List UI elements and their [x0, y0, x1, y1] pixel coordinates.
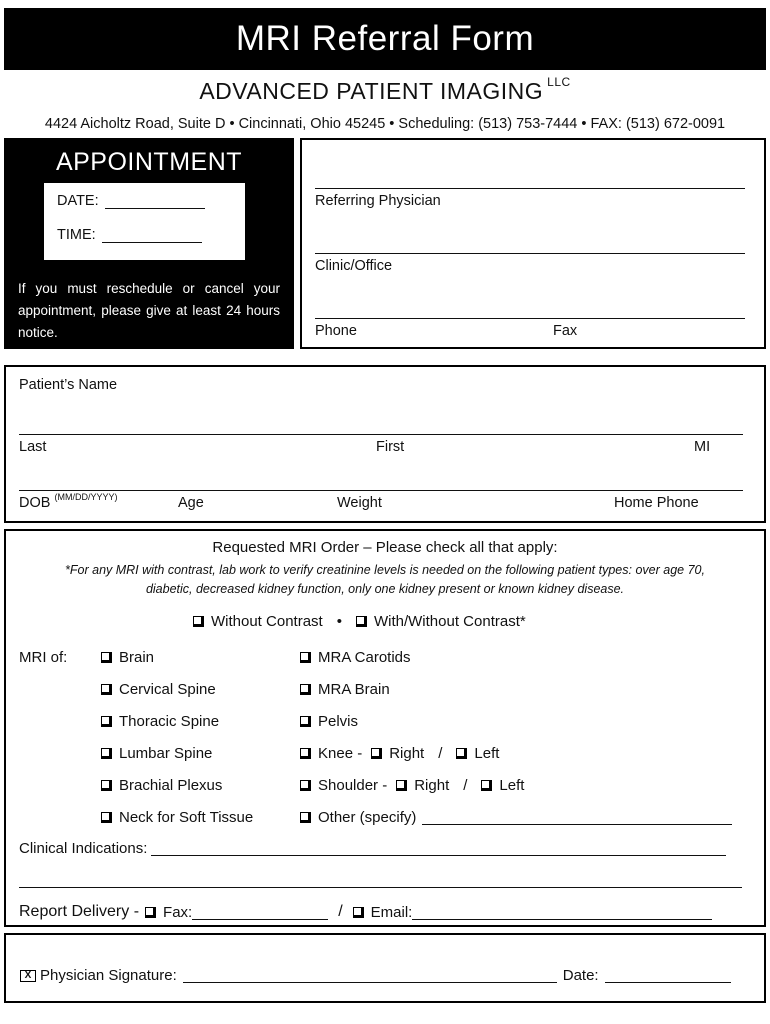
- referring-physician-field[interactable]: [315, 188, 745, 189]
- cervical-spine-label: Cervical Spine: [119, 681, 216, 698]
- knee-left-checkbox[interactable]: [456, 748, 467, 759]
- company-name: [0, 75, 770, 105]
- signature-row: [20, 967, 731, 984]
- thoracic-spine-label: Thoracic Spine: [119, 713, 220, 730]
- knee-right-label: Right: [389, 745, 425, 762]
- pelvis-checkbox[interactable]: [300, 716, 311, 727]
- contrast-note: [6, 561, 764, 599]
- patient-name-field[interactable]: [19, 434, 743, 435]
- referring-physician-label: Referring Physician: [315, 193, 441, 209]
- mra-brain-checkbox[interactable]: [300, 684, 311, 695]
- contrast-note-line-1: *For any MRI with contrast, lab work to verify creatinine levels is needed on the following patient types: over age 70,: [65, 563, 705, 577]
- company-suffix: LLC: [547, 75, 571, 90]
- mri-option-lumbar-spine[interactable]: [101, 745, 212, 762]
- report-fax-field[interactable]: [192, 905, 328, 920]
- brachial-plexus-checkbox[interactable]: [101, 780, 112, 791]
- dob-label: [19, 492, 118, 511]
- cervical-spine-checkbox[interactable]: [101, 684, 112, 695]
- signature-date-label: Date:: [562, 967, 599, 984]
- mri-option-cervical-spine[interactable]: [101, 681, 216, 698]
- clinic-office-label: Clinic/Office: [315, 258, 393, 274]
- appointment-time-row: [57, 227, 202, 243]
- mri-option-mra-carotids[interactable]: [300, 649, 411, 666]
- neck-soft-tissue-label: Neck for Soft Tissue: [119, 809, 254, 826]
- appointment-date-row: [57, 193, 205, 209]
- clinical-indications-field-2[interactable]: [19, 887, 742, 888]
- mri-option-brachial-plexus[interactable]: [101, 777, 222, 794]
- shoulder-left-checkbox[interactable]: [481, 780, 492, 791]
- report-delivery-row: [19, 903, 712, 921]
- shoulder-right-checkbox[interactable]: [396, 780, 407, 791]
- appointment-panel: [4, 138, 294, 349]
- first-name-label: First: [376, 439, 405, 455]
- other-checkbox[interactable]: [300, 812, 311, 823]
- shoulder-label: Shoulder -: [318, 777, 388, 794]
- company-name-text: ADVANCED PATIENT IMAGING: [199, 78, 544, 104]
- weight-label: Weight: [337, 495, 382, 511]
- physician-signature-label: Physician Signature:: [40, 967, 177, 984]
- dob-format: (MM/DD/YYYY): [54, 492, 118, 502]
- mri-option-brain[interactable]: [101, 649, 154, 666]
- lumbar-spine-checkbox[interactable]: [101, 748, 112, 759]
- report-slash: /: [338, 903, 343, 920]
- knee-label: Knee -: [318, 745, 363, 762]
- appointment-title: APPOINTMENT: [55, 148, 243, 176]
- dob-label-text: DOB: [19, 495, 51, 511]
- mra-carotids-label: MRA Carotids: [318, 649, 411, 666]
- without-contrast-checkbox[interactable]: [193, 616, 204, 627]
- mri-order-section: [4, 529, 766, 927]
- knee-left-label: Left: [474, 745, 500, 762]
- brachial-plexus-label: Brachial Plexus: [119, 777, 223, 794]
- bullet-separator: •: [336, 613, 342, 630]
- report-email-label: Email:: [370, 903, 413, 921]
- report-fax-checkbox[interactable]: [145, 907, 156, 918]
- clinical-indications-field[interactable]: [151, 841, 726, 856]
- mri-option-pelvis[interactable]: [300, 713, 358, 730]
- with-without-contrast-checkbox[interactable]: [356, 616, 367, 627]
- referral-section: [300, 138, 766, 349]
- home-phone-label: Home Phone: [614, 495, 699, 511]
- appointment-datetime-box: [44, 183, 245, 260]
- patient-name-label: Patient’s Name: [19, 377, 118, 393]
- mri-option-thoracic-spine[interactable]: [101, 713, 219, 730]
- report-fax-label: Fax:: [163, 903, 193, 921]
- knee-right-checkbox[interactable]: [371, 748, 382, 759]
- neck-soft-tissue-checkbox[interactable]: [101, 812, 112, 823]
- clinical-indications-label: Clinical Indications:: [19, 840, 148, 857]
- brain-label: Brain: [119, 649, 155, 666]
- mri-option-mra-brain[interactable]: [300, 681, 390, 698]
- lumbar-spine-label: Lumbar Spine: [119, 745, 213, 762]
- mri-option-knee: [300, 745, 499, 762]
- mri-option-other: [300, 809, 732, 826]
- shoulder-left-label: Left: [499, 777, 525, 794]
- shoulder-slash: /: [463, 777, 468, 794]
- appointment-note: If you must reschedule or cancel your appointment, please give at least 24 hours notice.: [18, 281, 280, 340]
- other-label: Other (specify): [318, 809, 417, 826]
- mra-brain-label: MRA Brain: [318, 681, 390, 698]
- last-name-label: Last: [19, 439, 47, 455]
- signature-section: [4, 933, 766, 1003]
- form-title: MRI Referral Form: [4, 8, 766, 70]
- shoulder-right-label: Right: [414, 777, 450, 794]
- report-email-field[interactable]: [412, 905, 712, 920]
- clinical-indications-row: [19, 840, 726, 857]
- pelvis-label: Pelvis: [318, 713, 359, 730]
- clinic-office-field[interactable]: [315, 253, 745, 254]
- order-title: Requested MRI Order – Please check all that apply:: [212, 539, 558, 556]
- phone-label: Phone: [315, 323, 357, 339]
- appointment-date-field[interactable]: [105, 195, 205, 209]
- appointment-date-label: DATE:: [57, 193, 99, 209]
- mri-option-shoulder: [300, 777, 524, 794]
- knee-checkbox[interactable]: [300, 748, 311, 759]
- signature-date-field[interactable]: [605, 968, 731, 983]
- thoracic-spine-checkbox[interactable]: [101, 716, 112, 727]
- physician-signature-field[interactable]: [183, 968, 557, 983]
- fax-label: Fax: [553, 323, 578, 339]
- report-delivery-label: Report Delivery -: [19, 903, 140, 920]
- sign-here-icon: X: [20, 970, 36, 982]
- patient-section: [4, 365, 766, 523]
- without-contrast-label: Without Contrast: [211, 613, 323, 630]
- age-label: Age: [178, 495, 204, 511]
- middle-initial-label: MI: [694, 439, 711, 455]
- mra-carotids-checkbox[interactable]: [300, 652, 311, 663]
- brain-checkbox[interactable]: [101, 652, 112, 663]
- shoulder-checkbox[interactable]: [300, 780, 311, 791]
- report-email-checkbox[interactable]: [353, 907, 364, 918]
- appointment-time-label: TIME:: [57, 227, 96, 243]
- phone-fax-field[interactable]: [315, 318, 745, 319]
- company-address: 4424 Aicholtz Road, Suite D • Cincinnati, Ohio 45245 • Scheduling: (513) 753-7444 • FAX: (513) 672-0091: [44, 116, 726, 132]
- mri-option-neck-soft-tissue[interactable]: [101, 809, 253, 826]
- contrast-options: [193, 613, 526, 630]
- mri-of-label: MRI of:: [19, 649, 68, 666]
- contrast-note-line-2: diabetic, decreased kidney function, only one kidney present or known kidney disease.: [145, 582, 625, 596]
- knee-slash: /: [438, 745, 443, 762]
- patient-details-field[interactable]: [19, 490, 743, 491]
- with-without-contrast-label: With/Without Contrast*: [373, 613, 526, 630]
- appointment-time-field[interactable]: [102, 229, 202, 243]
- other-specify-field[interactable]: [422, 810, 732, 825]
